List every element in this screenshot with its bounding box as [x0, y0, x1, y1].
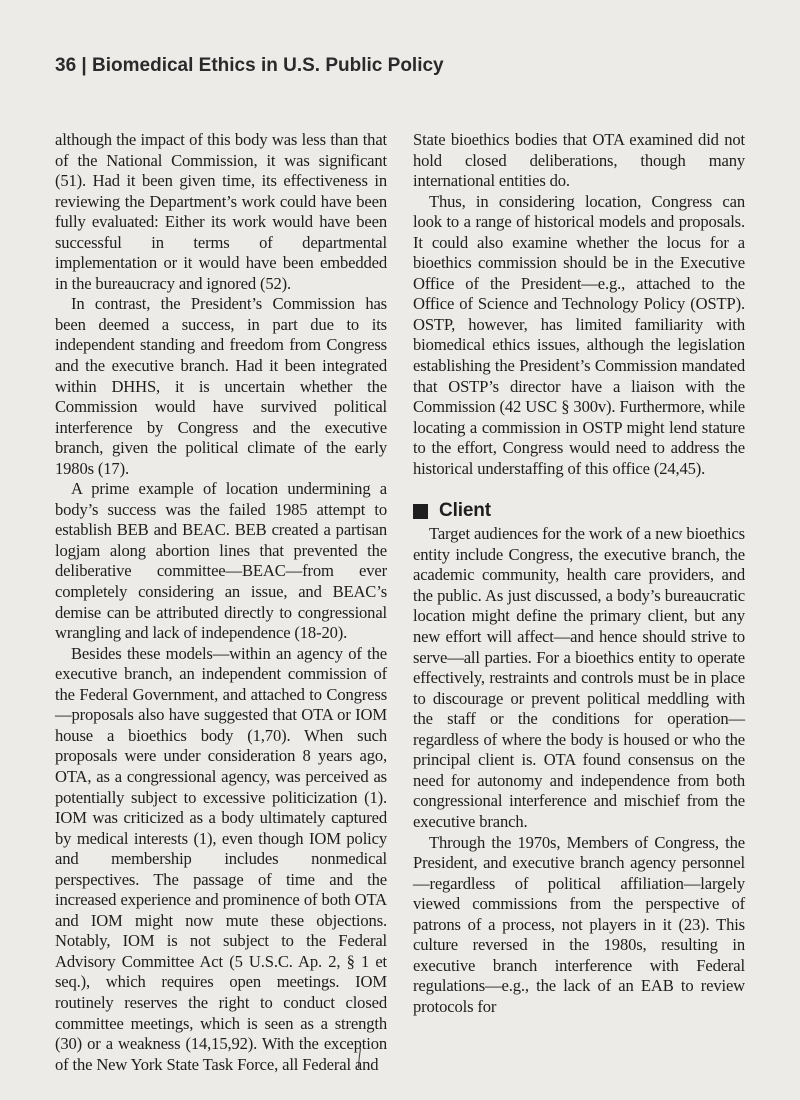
- paragraph: A prime example of location undermining a body’s success was the failed 1985 attempt to establish BEB and BEAC. BEB created a partisan logjam along abortion lines that prevented the deliberative committee—BEAC—from ever completely considering an issue, and BEAC’s demise can be attributed directly to congressional wrangling and lack of independence (18-20).: [55, 479, 387, 643]
- square-bullet-icon: [413, 504, 428, 519]
- paragraph: Target audiences for the work of a new bioethics entity include Congress, the executive branch, the academic community, health care providers, and the public. As just discussed, a body’s bureaucratic location might define the primary client, but any new effort will affect—and hence should strive to serve—all parties. For a bioethics entity to operate effectively, restraints and controls must be in place to discourage or prevent political meddling with the staff or the conditions for operation—regardless of where the body is housed or who the principal client is. OTA found consensus on the need for autonomy and independence from both congressional interference and mischief from the executive branch.: [413, 524, 745, 831]
- running-header: [55, 55, 444, 77]
- section-heading-label: Client: [439, 500, 491, 522]
- paragraph: In contrast, the President’s Commission has been deemed a success, in part due to its independent standing and freedom from Congress and the executive branch. Had it been integrated within DHHS, it is uncertain whether the Commission would have survived political interference by Congress and the executive branch, given the political climate of the early 1980s (17).: [55, 294, 387, 478]
- left-column: [55, 130, 387, 1075]
- book-title: Biomedical Ethics in U.S. Public Policy: [92, 55, 444, 76]
- page-number: 36: [55, 55, 77, 76]
- right-column: [413, 130, 745, 1017]
- paragraph: although the impact of this body was less than that of the National Commission, it was significant (51). Had it been given time, its effectiveness in reviewing the Department’s work could have been fully evaluated: Either its work would have been successful in terms of departmental implementation or it would have been embedded in the bureaucracy and ignored (52).: [55, 130, 387, 293]
- header-separator: |: [81, 55, 87, 76]
- paragraph: State bioethics bodies that OTA examined did not hold closed deliberations, though many international entities do.: [413, 130, 745, 191]
- paragraph: Through the 1970s, Members of Congress, the President, and executive branch agency personnel—regardless of political affiliation—largely viewed commissions from the perspective of patrons of a process, not players in it (23). This culture reversed in the 1980s, resulting in executive branch interference with Federal regulations—e.g., the lack of an EAB to review protocols for: [413, 832, 745, 1016]
- section-heading-client: [413, 498, 745, 524]
- paragraph: Thus, in considering location, Congress can look to a range of historical models and proposals. It could also examine whether the locus for a bioethics commission should be in the Executive Office of the President—e.g., attached to the Office of Science and Technology Policy (OSTP). OSTP, however, has limited familiarity with biomedical ethics issues, although the legislation establishing the President’s Commission mandated that OSTP’s director have a liaison with the Commission (42 USC § 300v). Furthermore, while locating a commission in OSTP might lend stature to the effort, Congress would need to address the historical understaffing of this office (24,45).: [413, 191, 745, 478]
- stray-pen-mark: [358, 1048, 361, 1068]
- paragraph: Besides these models—within an agency of the executive branch, an independent commission of the Federal Government, and attached to Congress—proposals also have suggested that OTA or IOM house a bioethics body (1,70). When such proposals were under consideration 8 years ago, OTA, as a congressional agency, was perceived as potentially subject to excessive politicization (1). IOM was criticized as a body ultimately captured by medical interests (1), even though IOM policy and membership includes nonmedical perspectives. The passage of time and the increased experience and prominence of both OTA and IOM might now mute these objections. Notably, IOM is not subject to the Federal Advisory Committee Act (5 U.S.C. Ap. 2, § 1 et seq.), which requires open meetings. IOM routinely reserves the right to conduct closed committee meetings, which is seen as a strength (30) or a weakness (14,15,92). With the exception of the New York State Task Force, all Federal and: [55, 643, 387, 1074]
